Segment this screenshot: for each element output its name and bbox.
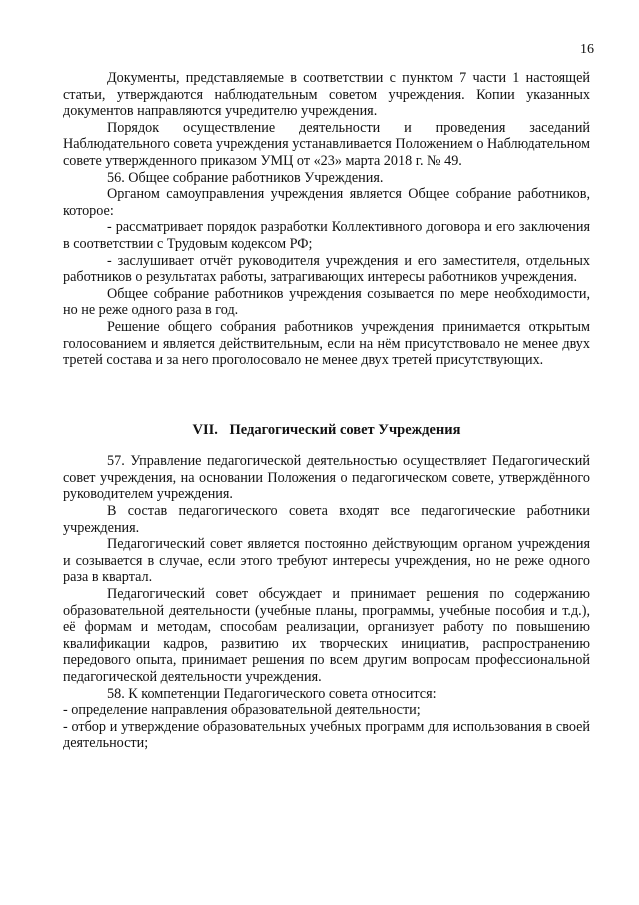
- list-item: - определение направления образовательной деятельности;: [63, 702, 421, 719]
- list-item: - заслушивает отчёт руководителя учреждения и его заместителя, отдельных работников о результатах работы, затрагивающих интересы работников учреждения.: [63, 252, 590, 286]
- paragraph: 57. Управление педагогической деятельностью осуществляет Педагогический совет учреждения, на основании Положения о педагогическом совете, утверждённого руководителем учреждения.: [63, 453, 590, 503]
- paragraph: 56. Общее собрание работников Учреждения.: [107, 169, 384, 186]
- paragraph: Общее собрание работников учреждения созывается по мере необходимости, но не реже одного раза в год.: [63, 285, 590, 319]
- section-heading: [63, 422, 590, 439]
- paragraph: Порядок осуществление деятельности и проведения заседаний Наблюдательного совета учреждения устанавливается Положением о Наблюдательном совете утвержденного приказом УМЦ от «23» марта 2018 г. № 49.: [63, 119, 590, 169]
- paragraph: В состав педагогического совета входят все педагогические работники учреждения.: [63, 503, 590, 536]
- section-title: Педагогический совет Учреждения: [229, 421, 461, 438]
- document-body: [63, 70, 590, 752]
- paragraph: Органом самоуправления учреждения является Общее собрание работников, которое:: [63, 186, 590, 219]
- section-number: VII.: [192, 421, 218, 438]
- list-item: - рассматривает порядок разработки Коллективного договора и его заключения в соответствии с Трудовым кодексом РФ;: [63, 219, 590, 252]
- list-item: - отбор и утверждение образовательных учебных программ для использования в своей деятельности;: [63, 718, 590, 752]
- paragraph: Документы, представляемые в соответствии с пунктом 7 части 1 настоящей статьи, утверждаются наблюдательным советом учреждения. Копии указанных документов направляются учредителю учреждения.: [63, 70, 590, 120]
- paragraph: Педагогический совет обсуждает и принимает решения по содержанию образовательной деятельности (учебные планы, программы, учебные пособия и т.д.), её формам и методам, способам реализации, организует работу по повышению квалификации кадров, развитию их творческих инициатив, распространению передового опыта, принимает решения по всем другим вопросам профессиональной педагогической деятельности учреждения.: [63, 586, 590, 685]
- page-number: 16: [580, 42, 594, 57]
- paragraph: Педагогический совет является постоянно действующим органом учреждения и созывается в случае, если этого требуют интересы учреждения, но не реже одного раза в квартал.: [63, 536, 590, 586]
- paragraph: 58. К компетенции Педагогического совета относится:: [107, 685, 437, 702]
- paragraph: Решение общего собрания работников учреждения принимается открытым голосованием и является действительным, если на нём присутствовало не менее двух третей состава и за него проголосовало не менее двух третей присутствующих.: [63, 318, 590, 369]
